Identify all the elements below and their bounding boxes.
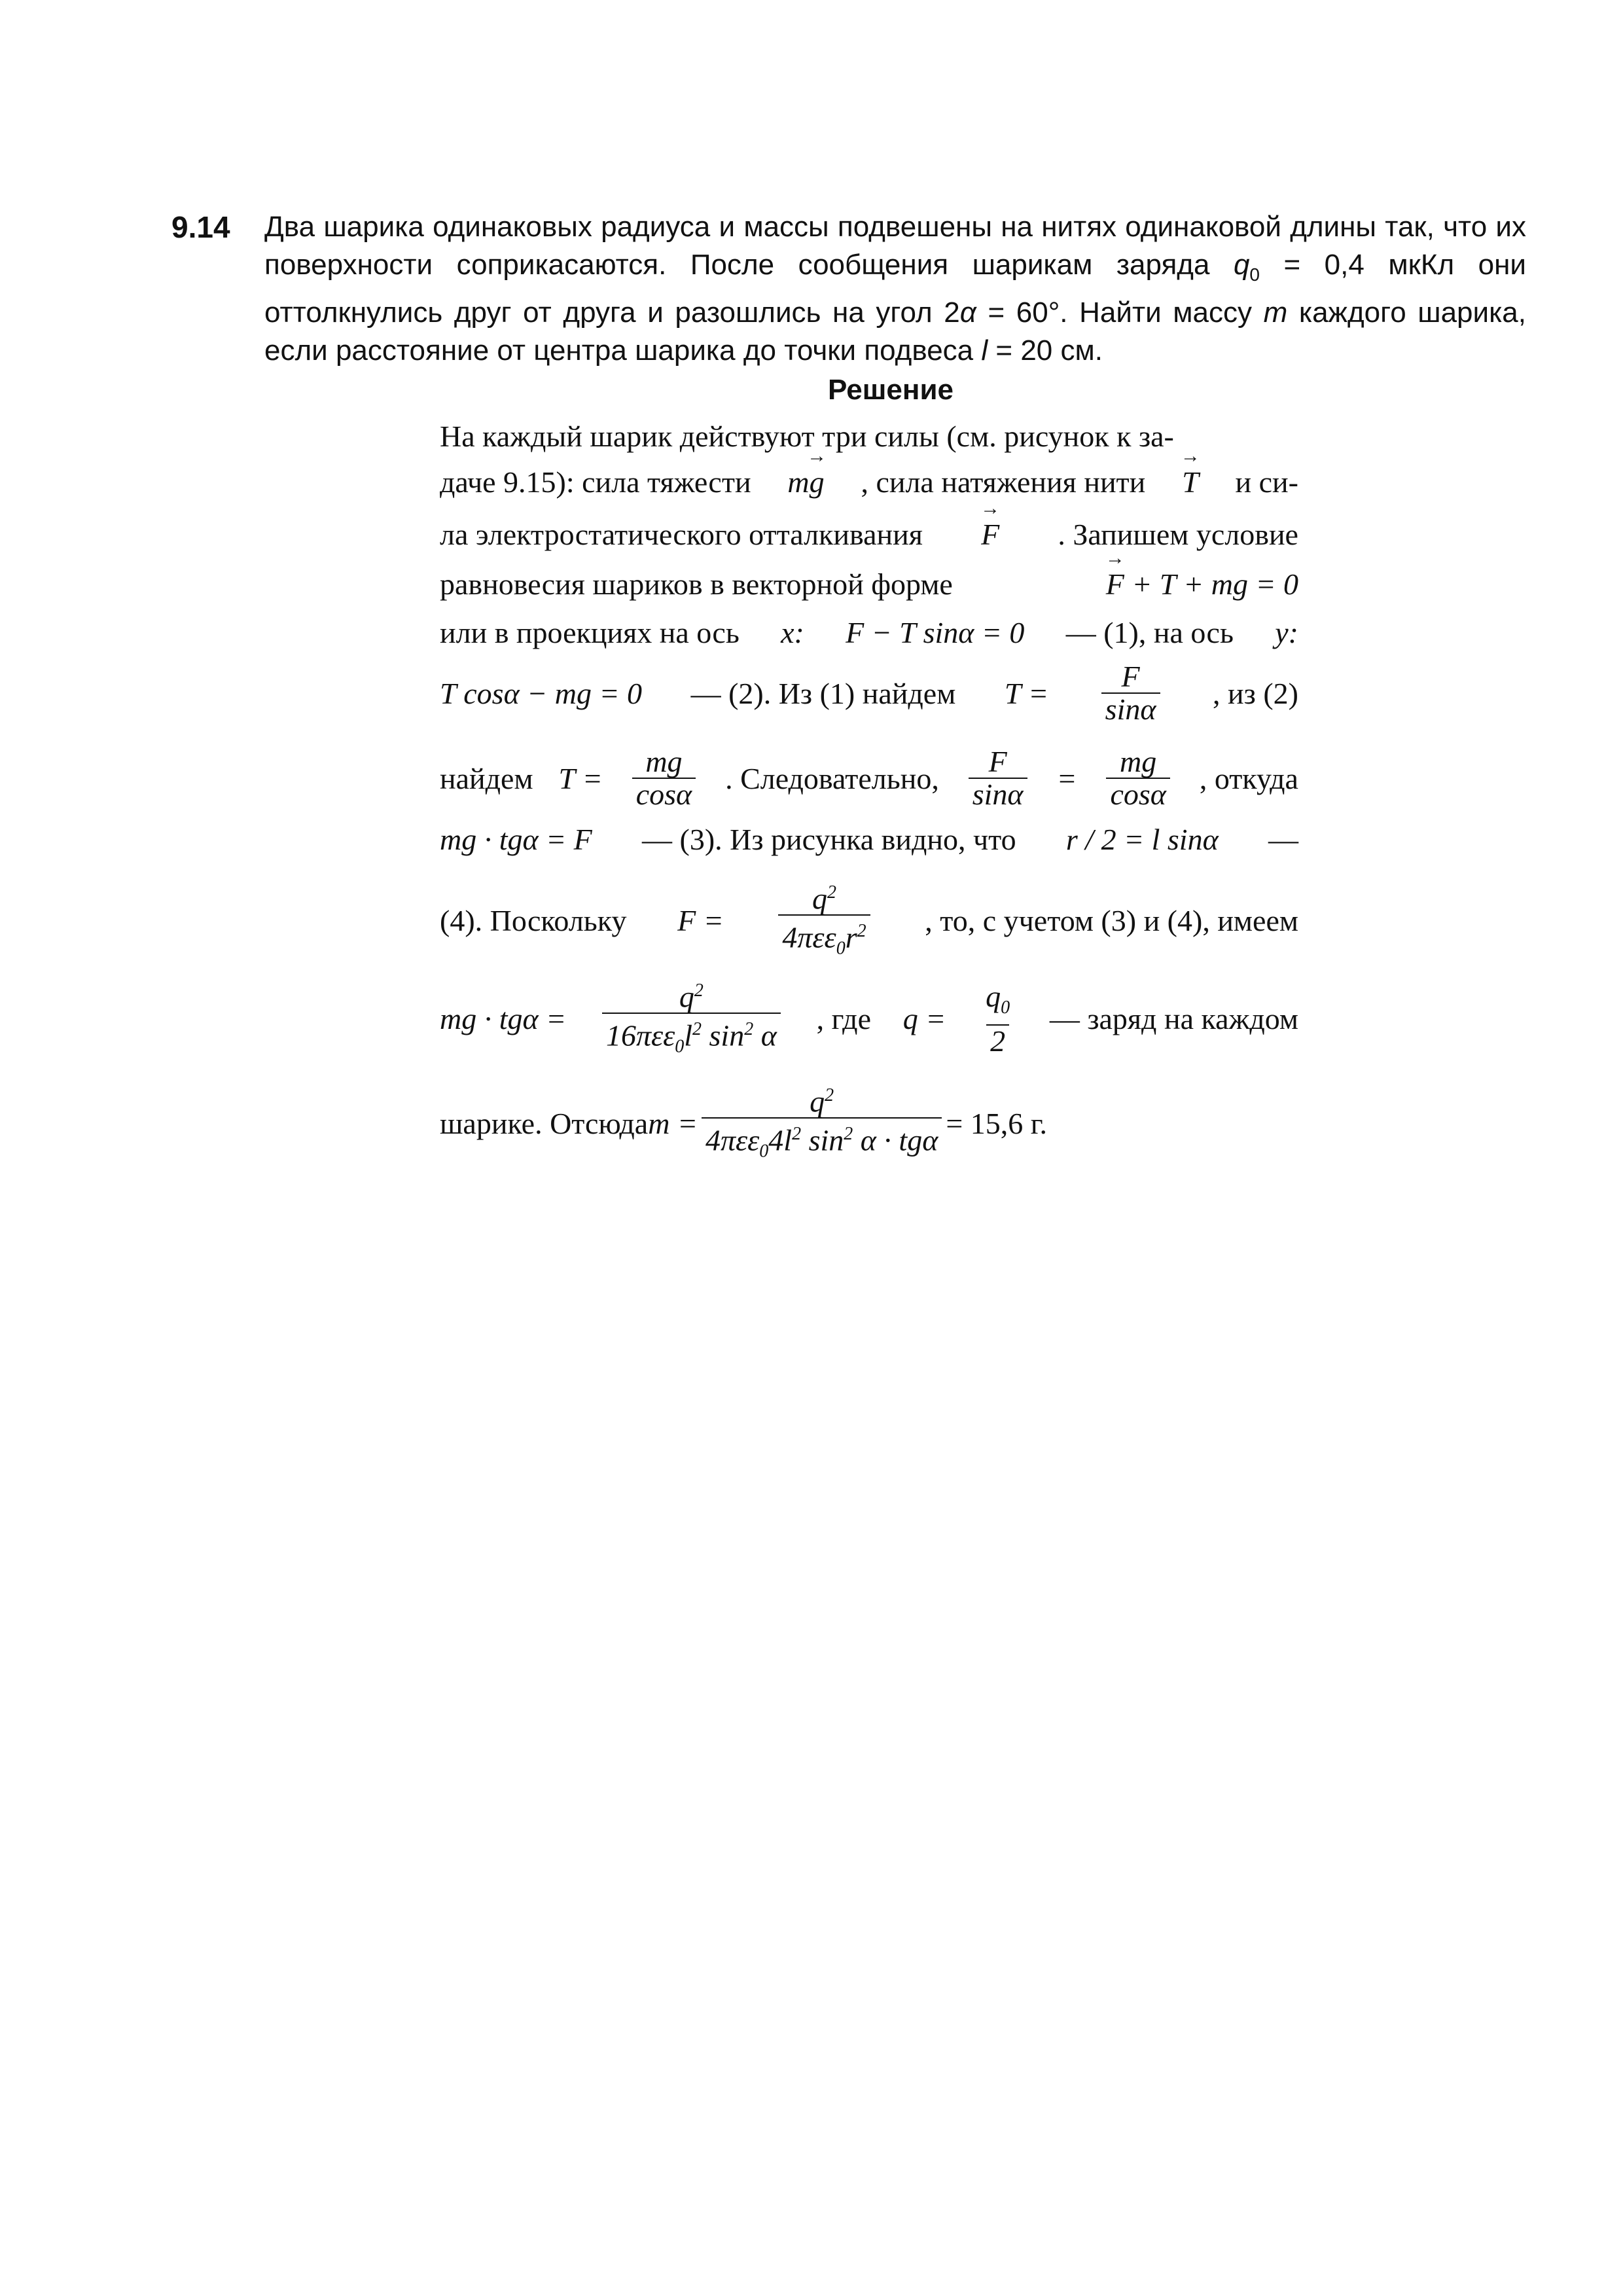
solution-line-9: (4). Поскольку F = $\frac{q^2}{4\pi\varepsilon\varepsilon_0r^2}$ , то, с учетом (3) и (4), имеем (440, 877, 1298, 965)
fraction-F-over-sin: $\frac{F}{\sin\alpha}$ (1101, 661, 1160, 725)
solution-line-2: даче 9.15): сила тяжести m→ g , сила натяжения нити → T и си- (440, 465, 1298, 499)
solution-line-1: На каждый шарик действуют три силы (см. рисунок к за- (440, 420, 1174, 453)
solution-line-8: mg · tgα = F — (3). Из рисунка видно, что r / 2 = l sinα — (440, 823, 1298, 856)
fraction-coulomb: $\frac{q^2}{4\pi\varepsilon\varepsilon_0r^2}$ (778, 877, 870, 965)
solution-line-4: равновесия шариков в векторной форме → F + T + mg = 0 (440, 567, 1298, 601)
solution-line-7: найдем T = $\frac{mg}{\cos\alpha}$ . Следовательно, $\frac{F}{\sin\alpha}$ = $\frac{mg}{\cos\alpha}$ , откуда (440, 745, 1298, 811)
solution-line-3: ла электростатического отталкивания → F . Запишем условие (440, 517, 1298, 552)
fraction-final-mass: $\frac{q^2}{4\pi\varepsilon\varepsilon_04l^2 \sin^2 \alpha \cdot tg\alpha}$ (702, 1080, 942, 1168)
problem-text: Два шарика одинаковых радиуса и массы подвешены на нитях одинаковой длины так, что их поверхности соприкасаются. После сообщения шарикам заряда $q_0 = 0,4$ мкКл они оттолкнулись друг от друга и разошлись на угол 2α = 60°. Найти массу m каждого шарика, если расстояние от центра шарика до точки подвеса l = 20 см. (264, 211, 1526, 367)
solution-line-11: шарике. Отсюда m = $\frac{q^2}{4\pi\varepsilon\varepsilon_04l^2 \sin^2 \alpha \cdot tg\alpha}$ = 15,6 г. (440, 1080, 1298, 1168)
fraction-mg-over-cos: $\frac{mg}{\cos\alpha}$ (632, 746, 696, 810)
problem-number: 9.14 (171, 210, 230, 244)
fraction-q0-over-2: $\frac{q_0}{2}$ (986, 980, 1010, 1058)
solution-line-10: mg · tgα = $\frac{q^2}{16\pi\varepsilon\varepsilon_0l^2 \sin^2 \alpha}$ , где q = $\frac{q_0}{2}$ — заряд на каждом (440, 975, 1298, 1063)
solution-title: Решение (828, 374, 954, 406)
solution-line-5: или в проекциях на ось x: F − T sinα = 0 — (1), на ось y: (440, 616, 1298, 649)
solution-line-6: T cosα − mg = 0 — (2). Из (1) найдем T = $\frac{F}{\sin\alpha}$ , из (2) (440, 660, 1298, 726)
fraction-force-big: $\frac{q^2}{16\pi\varepsilon\varepsilon_0l^2 \sin^2 \alpha}$ (602, 975, 781, 1063)
